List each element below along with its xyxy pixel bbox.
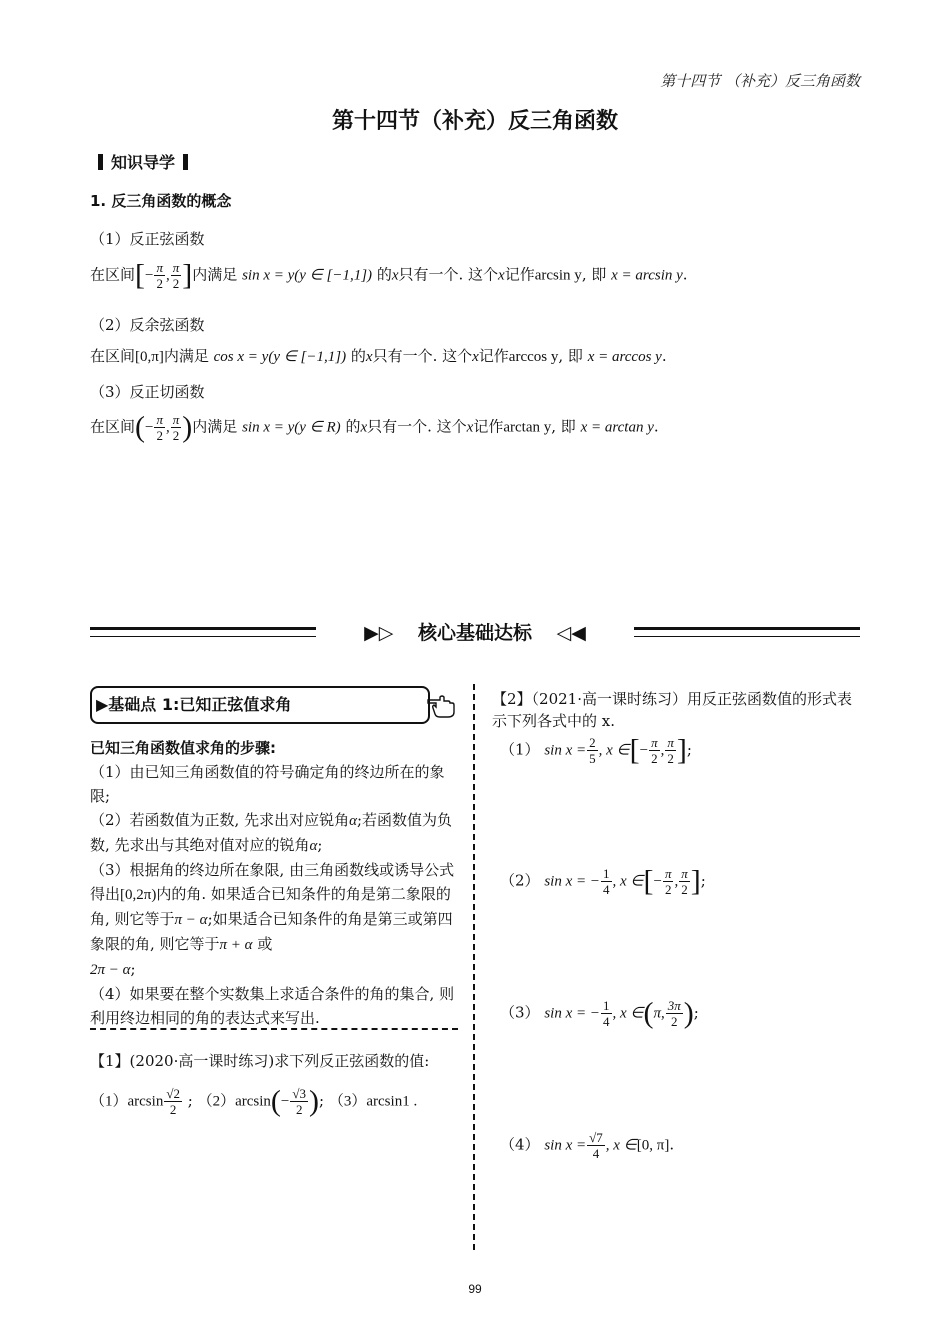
text: 内满足: [192, 265, 238, 284]
bracket: ]: [676, 733, 687, 767]
numerator: π: [667, 735, 674, 750]
text: 的: [376, 265, 392, 284]
arctan-definition: [90, 412, 659, 443]
text: 的: [350, 347, 366, 365]
text: （1）arcsin: [90, 1093, 164, 1110]
label: （3）: [500, 1003, 540, 1022]
text: 记作: [504, 265, 535, 284]
lhs: sin x = −: [544, 873, 600, 890]
arrow-icon: ◁◀: [556, 622, 586, 644]
text: 记作: [473, 417, 504, 436]
variable: x: [360, 419, 368, 436]
fraction: [171, 412, 182, 443]
label: （1）: [500, 740, 540, 759]
text: 或: [257, 935, 273, 953]
text: .: [669, 1135, 675, 1154]
denominator: 2: [172, 428, 180, 443]
label: （2）: [500, 871, 540, 890]
numerator: π: [156, 412, 163, 427]
expression: π − α: [174, 912, 208, 928]
text: , x ∈: [605, 1137, 637, 1154]
pointing-hand-icon: [426, 692, 456, 720]
fraction: [601, 998, 612, 1029]
numerator: √3: [292, 1086, 307, 1101]
fraction: [587, 735, 598, 766]
comma: ,: [661, 1005, 665, 1022]
steps-title: 已知三角函数值求角的步骤:: [90, 739, 276, 757]
example-2-item-1: [500, 735, 692, 766]
alpha: α: [309, 838, 318, 854]
banner-title: 核心基础达标: [417, 622, 532, 644]
bracket: ): [309, 1084, 320, 1118]
concept-title: 1. 反三角函数的概念: [90, 192, 232, 210]
condition: (y ∈ [−1,1]): [268, 349, 347, 365]
label: （4）: [500, 1135, 540, 1154]
page-title: 第十四节（补充）反三角函数: [331, 109, 618, 134]
numerator: π: [156, 260, 163, 275]
arrow-icon: ▶▷: [364, 622, 394, 644]
text: 内满足: [192, 417, 238, 436]
lhs: sin x = −: [544, 1005, 600, 1022]
result: x = arccos y: [587, 349, 662, 365]
text: 内满足: [163, 347, 209, 365]
text: ;: [700, 871, 706, 890]
text: 的: [345, 417, 361, 436]
variable: x: [391, 267, 399, 284]
example-2-item-2: [500, 866, 706, 897]
numerator: √7: [589, 1130, 603, 1145]
fraction: [666, 998, 683, 1029]
step-2: [90, 808, 460, 858]
fraction: [679, 866, 690, 897]
arcsin-definition: [90, 260, 688, 291]
bracket: (: [135, 410, 146, 444]
denominator: 2: [651, 751, 658, 766]
notation: arcsin y: [534, 267, 582, 284]
denominator: 2: [295, 1102, 303, 1117]
numerator: π: [172, 412, 180, 427]
text: ;: [130, 960, 136, 978]
bracket: ): [182, 410, 193, 444]
lhs: sin x =: [544, 742, 587, 759]
text: ;: [187, 1091, 193, 1110]
text: , x ∈: [612, 1005, 644, 1022]
denominator: 2: [172, 276, 180, 291]
denominator: 2: [156, 276, 163, 291]
bracket: [: [135, 258, 146, 292]
column-divider: [473, 684, 475, 1250]
interval: [0, π]: [636, 1137, 670, 1154]
text: .: [661, 347, 667, 365]
numerator: π: [651, 735, 658, 750]
denominator: 2: [681, 882, 688, 897]
comma: ,: [674, 873, 679, 890]
fraction: [154, 260, 165, 291]
fraction: [164, 1086, 182, 1117]
comma: ,: [166, 267, 170, 284]
fraction: [290, 1086, 308, 1117]
expression: π + α: [219, 937, 253, 953]
text: （3）arcsin1 .: [328, 1093, 418, 1110]
notation: arccos y: [508, 349, 559, 365]
condition: (y ∈ [−1,1]): [294, 267, 373, 284]
numerator: π: [172, 260, 180, 275]
text: 内的角. 如果适合已知条件的角是第二象限的角, 则它等于: [90, 885, 451, 928]
text: , x ∈: [598, 742, 630, 759]
divider: [90, 1028, 458, 1030]
fraction: [171, 260, 182, 291]
bracket: [: [643, 864, 654, 898]
heading-bar-right: [183, 154, 188, 170]
text: ;若函数值为负数, 先求出与其绝对值对应的锐角: [90, 811, 453, 854]
alpha: α: [349, 813, 357, 829]
text: , 即: [551, 417, 576, 436]
equation: sin x = y: [242, 267, 295, 284]
text: , 即: [581, 265, 607, 284]
text: , x ∈: [612, 873, 644, 890]
bracket: (: [643, 996, 654, 1030]
step-4: （4）如果要在整个实数集上求适合条件的角的集合, 则利用终边相同的角的表达式来写出.: [90, 985, 455, 1027]
section-heading-text: 知识导学: [111, 153, 176, 172]
denominator: 2: [667, 751, 674, 766]
bracket: ]: [182, 258, 193, 292]
text: （2）arcsin: [197, 1093, 271, 1110]
minus: −: [653, 873, 662, 890]
fraction: [601, 866, 612, 897]
numerator: π: [681, 866, 688, 881]
numerator: 3π: [667, 998, 681, 1013]
condition: (y ∈ R): [294, 419, 341, 436]
bracket: ]: [690, 864, 701, 898]
equation: sin x = y: [242, 419, 295, 436]
example-2-item-4: [500, 1130, 674, 1161]
section-heading: [90, 150, 196, 173]
arcsin-label: （1）反正弦函数: [90, 230, 205, 248]
text: 在区间: [90, 347, 136, 365]
variable: x: [365, 349, 373, 365]
text: 在区间: [90, 417, 136, 436]
variable: x: [466, 419, 474, 436]
text: .: [682, 265, 688, 284]
interval: [0,π]: [135, 349, 164, 365]
numerator: √2: [166, 1086, 180, 1101]
notation: arctan y: [503, 419, 552, 436]
text: （3）根据角的终边所在象限, 由三角函数线或诱导公式得出: [90, 861, 455, 903]
lhs: sin x =: [544, 1137, 587, 1154]
example-2-prompt: 【2】（2021·高一课时练习）用反正弦函数值的形式表示下列各式中的 x.: [492, 690, 852, 730]
numerator: 2: [589, 735, 596, 750]
steps: [90, 736, 460, 1030]
step-3: [90, 858, 460, 982]
denominator: 2: [664, 882, 672, 897]
variable: x: [472, 349, 479, 365]
result: x = arctan y: [580, 419, 654, 436]
minus: −: [280, 1093, 290, 1110]
step-1: （1）由已知三角函数值的符号确定角的终边所在的象限;: [90, 763, 445, 805]
fraction: [154, 412, 165, 443]
text: ;: [317, 836, 323, 854]
fraction: [587, 1130, 605, 1161]
text: 记作: [478, 347, 509, 365]
text: 只有一个. 这个: [367, 417, 467, 436]
heading-bar-left: [98, 154, 103, 170]
example-1-prompt: 【1】(2020·高一课时练习)求下列反正弦函数的值:: [90, 1052, 430, 1070]
expression: 2π − α: [90, 962, 131, 978]
result: x = arcsin y: [611, 267, 683, 284]
bracket: ): [683, 996, 694, 1030]
interval: [0,2π): [120, 887, 157, 903]
denominator: 4: [603, 882, 610, 897]
arccos-label: （2）反余弦函数: [90, 316, 205, 334]
denominator: 4: [603, 1014, 610, 1029]
minus: −: [145, 419, 154, 436]
section-banner: [0, 618, 950, 645]
comma: ,: [660, 742, 665, 759]
arctan-label: （3）反正切函数: [90, 383, 205, 401]
denominator: 2: [156, 428, 163, 443]
text: 只有一个. 这个: [398, 265, 499, 284]
arccos-definition: [90, 345, 667, 366]
denominator: 4: [592, 1146, 600, 1161]
denominator: 2: [671, 1014, 678, 1029]
text: , 即: [558, 347, 583, 365]
bracket: [: [629, 733, 640, 767]
text: 在区间: [90, 265, 136, 284]
text: ;: [319, 1091, 325, 1110]
text: ;: [686, 740, 692, 759]
comma: ,: [166, 419, 170, 436]
text: ;: [693, 1003, 699, 1022]
text: .: [653, 417, 659, 436]
example-1-items: [90, 1086, 417, 1117]
fraction: [649, 735, 660, 766]
numerator: 1: [603, 998, 610, 1013]
page-number: 99: [468, 1282, 482, 1296]
variable: x: [498, 267, 505, 284]
denominator: 5: [589, 751, 596, 766]
numerator: 1: [603, 866, 610, 881]
point-box: ▶基础点 1:已知正弦值求角: [90, 686, 430, 724]
example-2-item-3: [500, 998, 699, 1029]
running-header: 第十四节 （补充）反三角函数: [660, 72, 860, 90]
text: 只有一个. 这个: [372, 347, 473, 365]
denominator: 2: [169, 1102, 177, 1117]
minus: −: [639, 742, 649, 759]
text: ;如果适合已知条件的角是第三或第四象限的角, 则它等于: [90, 910, 453, 953]
pi: π: [653, 1005, 661, 1022]
minus: −: [145, 267, 154, 284]
bracket: (: [270, 1084, 281, 1118]
equation: cos x = y: [213, 349, 269, 365]
fraction: [665, 735, 676, 766]
numerator: π: [664, 866, 672, 881]
fraction: [663, 866, 674, 897]
text: （2）若函数值为正数, 先求出对应锐角: [90, 811, 350, 829]
